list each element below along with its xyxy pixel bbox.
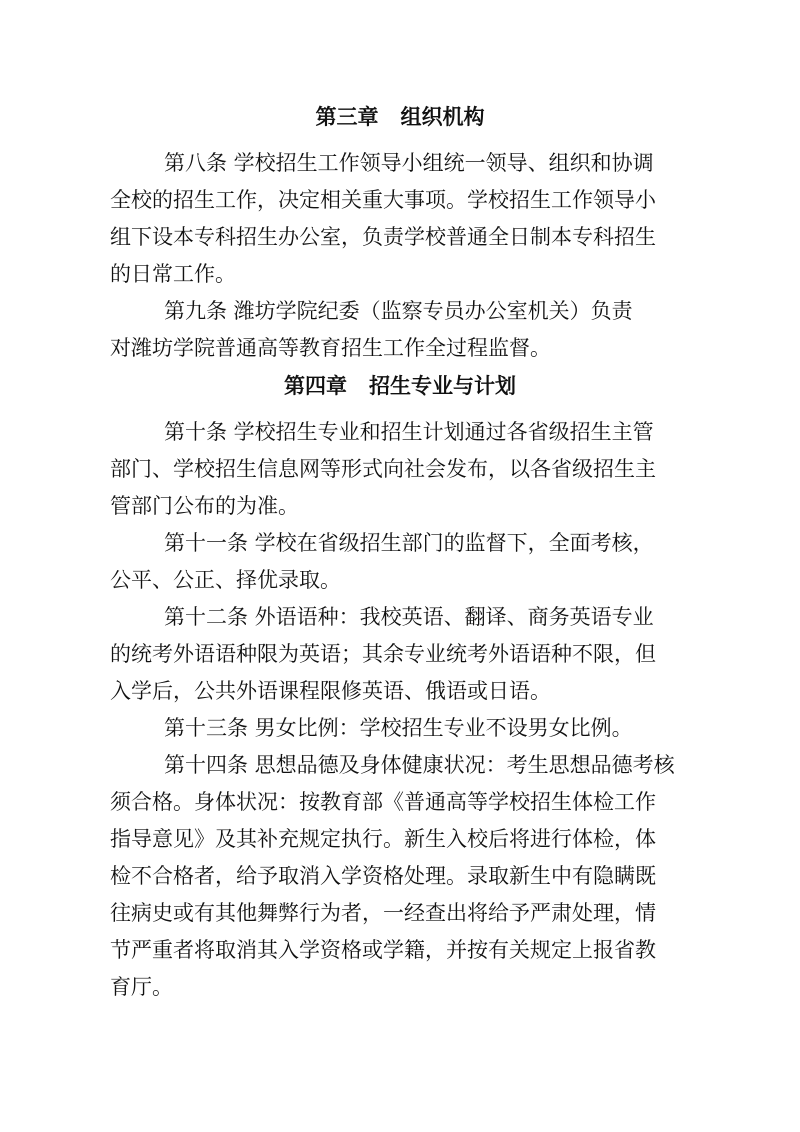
article-8-line-1: 第八条 学校招生工作领导小组统一领导、组织和协调 [164, 151, 654, 175]
article-12-line-2: 的统考外语语种限为英语；其余专业统考外语语种不限，但 [110, 642, 656, 666]
chapter-4-heading: 第四章 招生专业与计划 [284, 374, 516, 398]
article-14-line-6: 节严重者将取消其入学资格或学籍，并按有关规定上报省教 [110, 938, 656, 962]
article-10-line-2: 部门、学校招生信息网等形式向社会发布，以各省级招生主 [110, 457, 656, 481]
article-9-line-1: 第九条 潍坊学院纪委（监察专员办公室机关）负责 [164, 299, 633, 323]
article-10-line-1: 第十条 学校招生专业和招生计划通过各省级招生主管 [164, 420, 654, 444]
article-14-line-3: 指导意见》及其补充规定执行。新生入校后将进行体检，体 [110, 827, 656, 851]
article-14-line-7: 育厅。 [110, 975, 173, 999]
article-14-line-2: 须合格。身体状况：按教育部《普通高等学校招生体检工作 [110, 790, 656, 814]
article-8-line-3: 组下设本专科招生办公室，负责学校普通全日制本专科招生 [110, 225, 656, 249]
article-8-line-4: 的日常工作。 [110, 262, 236, 286]
article-13-line-1: 第十三条 男女比例：学校招生专业不设男女比例。 [164, 716, 633, 740]
article-9-line-2: 对潍坊学院普通高等教育招生工作全过程监督。 [110, 336, 551, 360]
article-11-line-1: 第十一条 学校在省级招生部门的监督下，全面考核， [164, 531, 654, 555]
article-10-line-3: 管部门公布的为准。 [110, 494, 299, 518]
article-14-line-4: 检不合格者，给予取消入学资格处理。录取新生中有隐瞒既 [110, 864, 656, 888]
article-14-line-5: 往病史或有其他舞弊行为者，一经查出将给予严肃处理，情 [110, 901, 656, 925]
article-12-line-1: 第十二条 外语语种：我校英语、翻译、商务英语专业 [164, 605, 654, 629]
article-11-line-2: 公平、公正、择优录取。 [110, 568, 341, 592]
article-12-line-3: 入学后，公共外语课程限修英语、俄语或日语。 [110, 679, 551, 703]
article-8-line-2: 全校的招生工作，决定相关重大事项。学校招生工作领导小 [110, 188, 656, 212]
chapter-3-heading: 第三章 组织机构 [315, 105, 485, 129]
article-14-line-1: 第十四条 思想品德及身体健康状况：考生思想品德考核 [164, 753, 675, 777]
